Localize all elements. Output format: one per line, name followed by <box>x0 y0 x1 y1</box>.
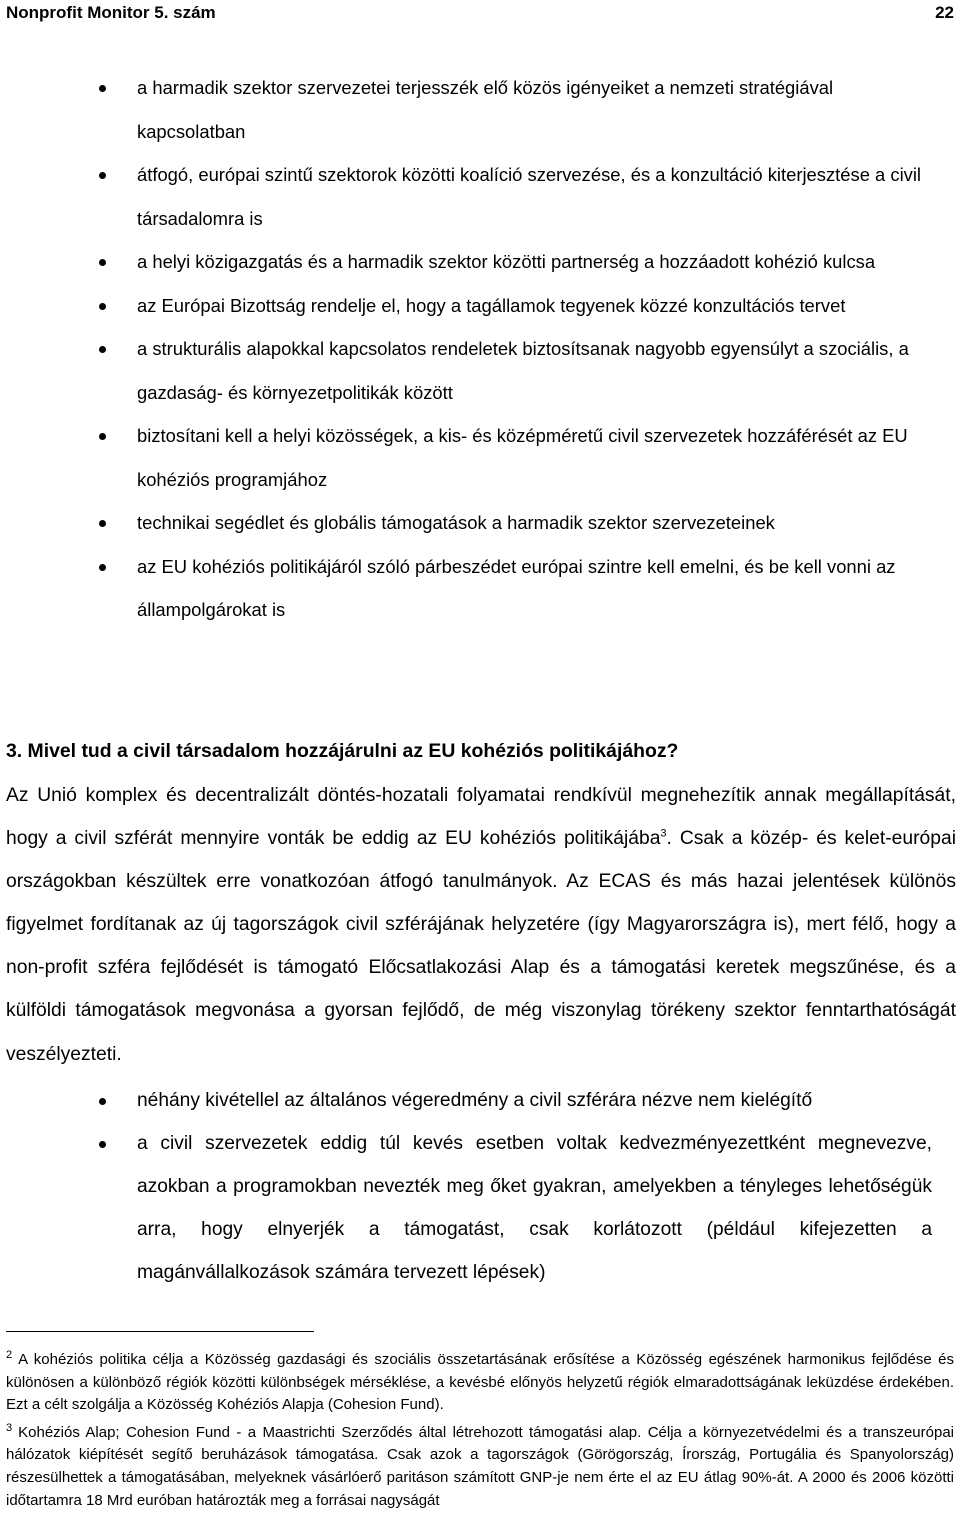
footnote-divider <box>6 1331 314 1332</box>
list-item-text: a strukturális alapokkal kapcsolatos rendeletek biztosítsanak nagyobb egyensúlyt a szociális, a gazdaság- és környezetpolitikák között <box>137 338 909 403</box>
bullet-icon <box>99 303 106 310</box>
list-item-text: az EU kohéziós politikájáról szóló párbeszédet európai szintre kell emelni, és be kell vonni az állampolgárokat is <box>137 555 896 620</box>
bullet-icon <box>99 433 106 440</box>
list-item <box>0 501 960 545</box>
list-item <box>0 284 960 328</box>
list-item-text: biztosítani kell a helyi közösségek, a kis- és középméretű civil szervezetek hozzáférését az EU kohéziós programjához <box>137 425 908 490</box>
list-item-text: technikai segédlet és globális támogatások a harmadik szektor szervezeteinek <box>137 512 775 533</box>
footnote <box>6 1344 954 1417</box>
footnote-mark: 3 <box>6 1421 13 1434</box>
list-item-text: átfogó, európai szintű szektorok közötti koalíció szervezése, és a konzultáció kiterjesztése a civil társadalomra is <box>137 164 922 229</box>
list-item-text: néhány kivétellel az általános végeredmény a civil szférára nézve nem kielégítő <box>137 1090 813 1111</box>
list-item <box>0 545 960 632</box>
list-item <box>0 1122 960 1294</box>
body-paragraph <box>6 774 956 1076</box>
footnote-text: Kohéziós Alap; Cohesion Fund - a Maastrichti Szerződés által létrehozott támogatási alap. Célja a környezetvédelmi és a transzeurópai hálózatok kiépítését segítő beruházások támogatása. Csak azok a tagországok (Görögország, Írország, Portugália és Spanyolország) részesülhettek a támogatásában, melyeknek vásárlóerő paritáson számított GNP-je nem érte el az EU átlag 90%-át. A 2000 és 2006 közötti időtartamra 18 Mrd euróban határozták meg a forrásai nagyságát <box>6 1423 954 1509</box>
bullet-icon <box>99 172 106 179</box>
list-item <box>0 414 960 501</box>
list-item-text: a helyi közigazgatás és a harmadik szektor közötti partnerség a hozzáadott kohézió kulcsa <box>137 251 876 272</box>
list-item <box>0 66 960 153</box>
findings-list <box>0 1079 960 1294</box>
footnote-reference: 3 <box>660 827 667 840</box>
footnote-text: A kohéziós politika célja a Közösség gazdasági és szociális összetartásának erősítése a Közösség egészének harmonikus fejlődése és különösen a különböző régiók közötti különbségek mérséklése, a kevésbé előnyös helyzetű régiók elmaradottságának leküzdése érdekében. Ezt a célt szolgálja a Közösség Kohéziós Alapja (Cohesion Fund). <box>6 1351 954 1414</box>
bullet-icon <box>99 1098 106 1105</box>
footnote-mark: 2 <box>6 1349 13 1361</box>
list-item-text: a civil szervezetek eddig túl kevés esetben voltak kedvezményezettként megnevezve, azokban a programokban nevezték meg őket gyakran, amelyekben a tényleges lehetőségük arra, hogy elnyerjék a támogatást, csak korlátozott (például kifejezetten a magánvállalkozások számára tervezett lépések) <box>137 1133 932 1283</box>
recommendation-list <box>0 66 960 632</box>
footnote <box>6 1417 954 1512</box>
bullet-icon <box>99 259 106 266</box>
body-text-part2: . Csak a közép- és kelet-európai országokban készültek erre vonatkozóan átfogó tanulmányok. Az ECAS és más hazai jelentések különös figyelmet fordítanak az új tagországok civil szférájának helyzetére (így Magyarországra is), mert félő, hogy a non-profit szféra fejlődését is támogató Előcsatlakozási Alap és a támogatási keretek megszűnése, és a külföldi támogatások megvonása a gyorsan fejlődő, de még viszonylag törékeny szektor fenntarthatóságát veszélyezteti. <box>6 828 957 1065</box>
bullet-icon <box>99 346 106 353</box>
list-item <box>0 1079 960 1122</box>
page-header <box>6 0 954 26</box>
list-item <box>0 327 960 414</box>
footnotes <box>6 1344 954 1512</box>
list-item <box>0 153 960 240</box>
bullet-icon <box>99 1141 106 1148</box>
bullet-icon <box>99 564 106 571</box>
publication-title: Nonprofit Monitor 5. szám <box>6 3 216 22</box>
list-item-text: az Európai Bizottság rendelje el, hogy a tagállamok tegyenek közzé konzultációs tervet <box>137 294 846 316</box>
bullet-icon <box>99 85 106 92</box>
page-number: 22 <box>935 3 954 22</box>
body-text-part1: Az Unió komplex és decentralizált döntés-hozatali folyamatai rendkívül megnehezítik annak megállapítását, hogy a civil szférát mennyire vonták be eddig az EU kohéziós politikájába <box>6 785 956 850</box>
bullet-icon <box>99 520 106 527</box>
list-item <box>0 240 960 284</box>
section-heading: 3. Mivel tud a civil társadalom hozzájárulni az EU kohéziós politikájához? <box>6 740 679 762</box>
list-item-text: a harmadik szektor szervezetei terjesszék elő közös igényeiket a nemzeti stratégiával kapcsolatban <box>137 77 834 142</box>
